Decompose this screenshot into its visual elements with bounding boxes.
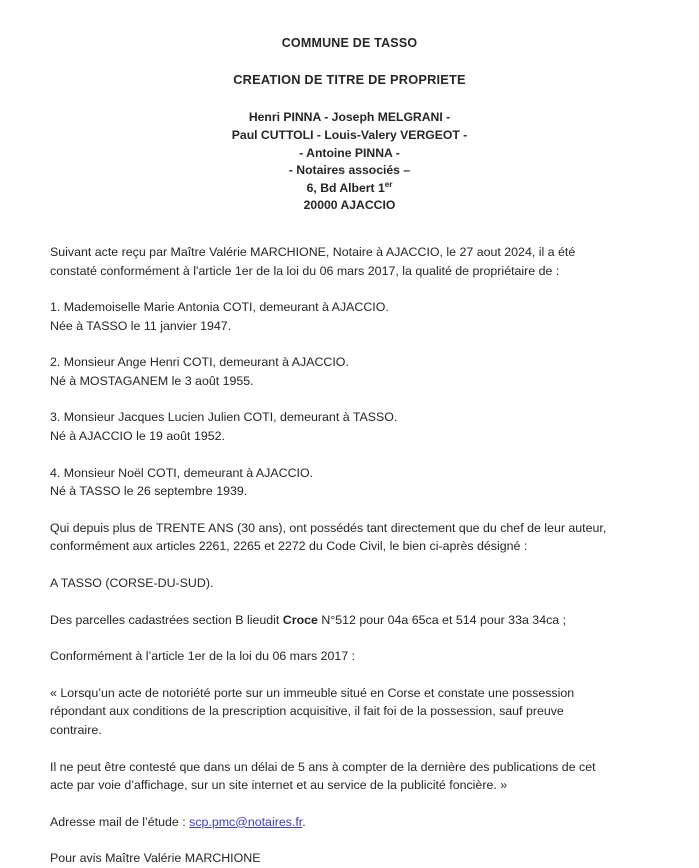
- intro-line-1: Suivant acte reçu par Maître Valérie MARCHIONE, Notaire à AJACCIO, le 27 aout 2024, il a été: [50, 244, 576, 259]
- owner-entry-3: [50, 408, 650, 445]
- contest-line-1: Il ne peut être contesté que dans un délai de 5 ans à compter de la dernière des publications de cet: [50, 759, 596, 774]
- email-label: Adresse mail de l’étude :: [50, 814, 190, 829]
- owner-4-identity: 4. Monsieur Noël COTI, demeurant à AJACCIO.: [50, 465, 314, 480]
- owner-2-birth: Né à MOSTAGANEM le 3 août 1955.: [50, 373, 254, 388]
- owner-entry-4: [50, 464, 650, 501]
- parcel-designation: [50, 611, 650, 630]
- parcel-place-name: Croce: [282, 612, 318, 627]
- owner-1-identity: 1. Mademoiselle Marie Antonia COTI, demeurant à AJACCIO.: [50, 300, 389, 315]
- possession-line-2: conformément aux articles 2261, 2265 et 2272 du Code Civil, le bien ci-après désigné :: [50, 539, 528, 554]
- owner-entry-1: [50, 298, 650, 335]
- notary-association-line: - Notaires associés –: [288, 163, 411, 178]
- address-ordinal-suffix: er: [384, 179, 393, 189]
- email-paragraph: [50, 813, 650, 832]
- possession-line-1: Qui depuis plus de TRENTE ANS (30 ans), ont possédés tant directement que du chef de leur auteur,: [50, 520, 607, 535]
- email-link[interactable]: scp.pmc@notaires.fr: [189, 814, 303, 829]
- notaries-block: [0, 109, 699, 215]
- intro-line-2: constaté conformément à l'article 1er de la loi du 06 mars 2017, la qualité de propriétaire de :: [50, 263, 560, 278]
- owner-2-identity: 2. Monsieur Ange Henri COTI, demeurant à AJACCIO.: [50, 355, 349, 370]
- address-city-line: 20000 AJACCIO: [303, 198, 396, 213]
- quote-line-1: « Lorsqu’un acte de notoriété porte sur un immeuble situé en Corse et constate une possession: [50, 685, 575, 700]
- law-quote: [50, 684, 650, 740]
- contest-line-2: acte par voie d’affichage, sur un site internet et au service de la publicité foncière. »: [50, 778, 508, 793]
- notary-line-3: - Antoine PINNA -: [299, 145, 400, 160]
- page-title: COMMUNE DE TASSO: [281, 36, 418, 50]
- owner-entry-2: [50, 353, 650, 390]
- possession-paragraph: [50, 519, 650, 556]
- quote-line-2: répondant aux conditions de la prescription acquisitive, il fait foi de la possession, sauf preuve: [50, 704, 564, 719]
- address-street-text: 6, Bd Albert 1: [306, 180, 385, 195]
- owner-4-birth: Né à TASSO le 26 septembre 1939.: [50, 484, 248, 499]
- document-body: [0, 215, 699, 868]
- owner-3-birth: Né à AJACCIO le 19 août 1952.: [50, 429, 225, 444]
- property-location: A TASSO (CORSE-DU-SUD).: [50, 576, 214, 591]
- owner-3-identity: 3. Monsieur Jacques Lucien Julien COTI, demeurant à TASSO.: [50, 410, 398, 425]
- law-reference: Conformément à l’article 1er de la loi du 06 mars 2017 :: [50, 649, 356, 664]
- email-trailing-punctuation: .: [302, 814, 306, 829]
- notary-line-2: Paul CUTTOLI - Louis-Valery VERGEOT -: [231, 127, 468, 142]
- quote-line-3: contraire.: [50, 723, 102, 737]
- owner-1-birth: Née à TASSO le 11 janvier 1947.: [50, 318, 232, 333]
- contest-paragraph: [50, 758, 650, 795]
- document-subtitle: CREATION DE TITRE DE PROPRIETE: [233, 72, 466, 87]
- parcel-suffix-text: N°512 pour 04a 65ca et 514 pour 33a 34ca ;: [317, 612, 567, 627]
- intro-paragraph: [50, 243, 650, 280]
- address-street-line: [0, 180, 699, 198]
- letterhead: [0, 0, 699, 215]
- signature-line: Pour avis Maître Valérie MARCHIONE: [50, 851, 261, 866]
- notary-line-1: Henri PINNA - Joseph MELGRANI -: [248, 110, 451, 125]
- parcel-prefix-text: Des parcelles cadastrées section B lieudit: [50, 612, 283, 627]
